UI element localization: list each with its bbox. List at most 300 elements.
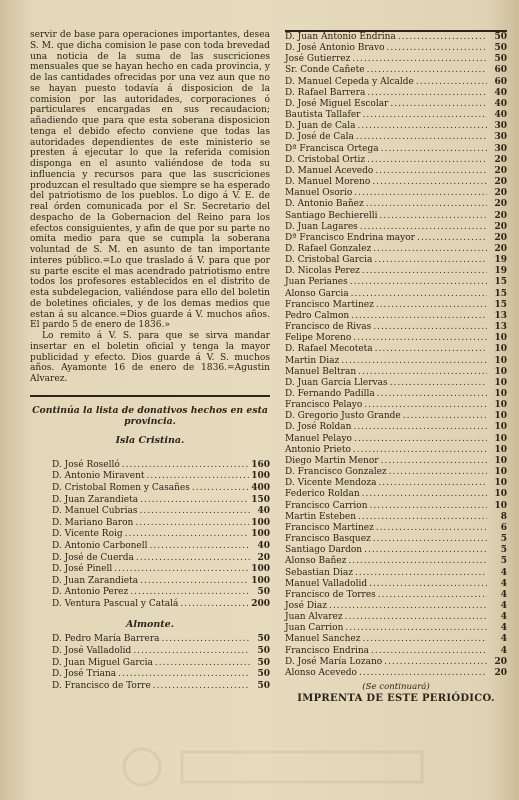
donation-amount: 19	[494, 255, 507, 266]
donation-amount: 4	[500, 612, 507, 623]
donor-name: Manuel Pelayo	[285, 433, 352, 444]
dot-leader	[381, 144, 487, 155]
donor-name: D. Manuel Cubrias	[52, 506, 138, 517]
donation-amount: 20	[494, 243, 507, 254]
dot-leader	[351, 311, 487, 322]
donation-amount: 15	[494, 288, 507, 299]
library-stamp-watermark	[112, 742, 452, 792]
donor-name: D. Nicolas Perez	[285, 266, 360, 277]
dot-leader	[362, 266, 487, 277]
donation-entry	[285, 222, 507, 233]
dot-leader	[125, 529, 250, 541]
donor-name: D. Juan Garcia Llervas	[285, 377, 388, 388]
donation-entry	[285, 668, 507, 679]
donor-name: Pedro Calmon	[285, 310, 350, 321]
donor-name: Francisco Pelayo	[285, 400, 363, 411]
donor-name: D. José María Lozano	[285, 656, 383, 667]
donation-amount: 10	[494, 344, 507, 355]
donation-entry	[285, 568, 507, 579]
dot-leader	[373, 322, 487, 333]
dot-leader	[362, 489, 487, 500]
donation-amount: 10	[494, 400, 507, 411]
donor-name: Antonio Prieto	[285, 444, 351, 455]
donor-name: Dª Francisca Ortega	[285, 143, 379, 154]
donation-amount: 10	[494, 377, 507, 388]
dot-leader	[373, 534, 487, 545]
donation-entry	[30, 658, 270, 670]
donor-name: D. José Roldan	[285, 422, 352, 433]
right-column	[285, 30, 507, 704]
donation-amount: 50	[494, 54, 507, 65]
donation-entry	[285, 144, 507, 155]
dot-leader	[373, 244, 487, 255]
donor-name: D. Juan Lagares	[285, 221, 358, 232]
donation-entry	[285, 199, 507, 210]
donation-amount: 50	[257, 634, 270, 645]
donation-amount: 10	[494, 355, 507, 366]
donor-name: Manuel Valladolid	[285, 578, 368, 589]
dot-leader	[364, 400, 487, 411]
dot-leader	[358, 367, 487, 378]
donation-entry	[285, 445, 507, 456]
dot-leader	[147, 471, 250, 483]
donation-amount: 20	[494, 656, 507, 667]
dot-leader	[136, 553, 250, 565]
donation-amount: 100	[251, 564, 270, 575]
dot-leader	[398, 32, 487, 43]
dot-leader	[180, 599, 249, 611]
donation-entry	[30, 553, 270, 565]
donor-name: D. Manuel Moreno	[285, 177, 371, 188]
dot-leader	[367, 65, 487, 76]
donor-name: D. Juan Zarandieta	[52, 494, 139, 505]
donation-entry	[285, 456, 507, 467]
donation-amount: 50	[494, 32, 507, 42]
donation-amount: 160	[251, 459, 270, 470]
donation-amount: 20	[494, 177, 507, 188]
donation-amount: 10	[494, 389, 507, 399]
donor-name: Santiago Dardon	[285, 545, 363, 556]
donation-amount: 4	[500, 589, 507, 600]
donation-entry	[30, 669, 270, 681]
donation-entry	[30, 646, 270, 658]
donor-name: Bautista Tallafer	[285, 110, 361, 121]
dot-leader	[329, 601, 487, 612]
donation-amount: 50	[257, 587, 270, 598]
dot-leader	[358, 512, 487, 523]
donation-list-isla-cristina	[30, 460, 270, 611]
dot-leader	[354, 434, 487, 445]
donor-name: Francisco Martinez	[285, 299, 374, 310]
dot-leader	[372, 177, 487, 188]
donation-entry	[285, 300, 507, 311]
donation-amount: 13	[494, 310, 507, 321]
donation-entry	[285, 266, 507, 277]
donation-amount: 20	[494, 667, 507, 678]
donation-entry	[285, 422, 507, 433]
dot-leader	[376, 300, 487, 311]
donation-amount: 20	[494, 221, 507, 232]
donation-entry	[285, 188, 507, 199]
dot-leader	[366, 199, 487, 210]
donation-amount: 13	[494, 322, 507, 333]
donor-name: D. Francisco Gonzalez	[285, 467, 387, 478]
donor-name: D. Gregorio Justo Grande	[285, 411, 401, 422]
donation-amount: 5	[500, 556, 507, 567]
donation-amount: 10	[494, 333, 507, 344]
donor-name: D. José Valladolid	[52, 646, 132, 657]
donation-amount: 8	[500, 511, 507, 522]
donation-entry	[285, 322, 507, 333]
donation-entry	[285, 478, 507, 489]
donation-entry	[30, 576, 270, 588]
left-column	[30, 30, 270, 692]
donation-amount: 50	[257, 646, 270, 657]
dot-leader	[133, 646, 250, 658]
donor-name: Francisco de Rivas	[285, 322, 372, 333]
donor-name: Dª Francisco Endrina mayor	[285, 232, 415, 243]
donor-name: D. Antonio Bañez	[285, 199, 364, 210]
donor-name: D. Juan Zarandieta	[52, 575, 139, 586]
dot-leader	[381, 456, 487, 467]
donation-amount: 400	[251, 482, 270, 493]
dot-leader	[371, 646, 487, 657]
donation-amount: 4	[500, 634, 507, 645]
dot-leader	[162, 634, 250, 646]
donor-name: Diego Martin Menor	[285, 455, 379, 466]
dot-leader	[114, 564, 249, 576]
dot-leader	[118, 669, 250, 681]
donation-amount: 50	[257, 657, 270, 668]
dot-leader	[353, 445, 487, 456]
donor-name: D. Manuel Cepeda y Alcalde	[285, 76, 414, 87]
donations-heading: Continúa la lista de donativos hechos en esta provincia.	[32, 404, 268, 427]
donation-entry	[285, 512, 507, 523]
donation-amount: 60	[494, 65, 507, 76]
donor-name: D. José de Cala	[285, 132, 354, 143]
donation-amount: 40	[257, 506, 270, 517]
donation-entry	[285, 32, 507, 43]
dot-leader	[192, 483, 249, 495]
donor-name: Manuel Osorio	[285, 188, 353, 199]
donor-name: D. Rafael Mecoteta	[285, 344, 373, 355]
donation-entry	[30, 518, 270, 530]
donation-amount: 40	[494, 110, 507, 121]
donation-entry	[285, 378, 507, 389]
donation-entry	[285, 211, 507, 222]
donation-entry	[285, 601, 507, 612]
dot-leader	[153, 681, 250, 693]
dot-leader	[363, 110, 488, 121]
donation-amount: 4	[500, 600, 507, 611]
donation-amount: 20	[494, 199, 507, 210]
donor-name: D. Rafael Gonzalez	[285, 243, 372, 254]
donation-amount: 5	[500, 545, 507, 556]
donation-entry	[30, 564, 270, 576]
dot-leader	[353, 422, 487, 433]
dot-leader	[348, 556, 487, 567]
donation-amount: 5	[500, 534, 507, 545]
dot-leader	[375, 166, 487, 177]
donor-name: D. Vicente Roig	[52, 529, 123, 540]
donation-entry	[285, 88, 507, 99]
donation-entry	[285, 132, 507, 143]
donation-amount: 50	[257, 680, 270, 691]
dot-leader	[140, 495, 249, 507]
donor-name: Santiago Bechierelli	[285, 210, 378, 221]
dot-leader	[355, 568, 487, 579]
donation-list-almonte	[30, 634, 270, 692]
donor-name: Francisco Carrion	[285, 500, 368, 511]
dot-leader	[345, 623, 487, 634]
donation-entry	[285, 155, 507, 166]
donation-entry	[30, 529, 270, 541]
donor-name: Martin Diaz	[285, 355, 340, 366]
dot-leader	[378, 590, 487, 601]
donation-amount: 30	[494, 132, 507, 143]
donation-amount: 4	[500, 578, 507, 589]
dot-leader	[390, 99, 487, 110]
donation-list-continued	[285, 32, 507, 679]
donation-entry	[285, 255, 507, 266]
donation-entry	[285, 356, 507, 367]
donation-entry	[285, 389, 507, 400]
donor-name: D. Mariano Baron	[52, 517, 134, 528]
donor-name: D. Pedro María Barrera	[52, 634, 160, 645]
donation-amount: 15	[494, 299, 507, 310]
donation-entry	[285, 233, 507, 244]
donor-name: D. Juan Antonio Endrina	[285, 32, 396, 42]
donation-amount: 40	[257, 540, 270, 551]
dot-leader	[345, 612, 487, 623]
dot-leader	[416, 77, 487, 88]
donation-entry	[30, 506, 270, 518]
donor-name: D. Cristobal Romen y Casañes	[52, 482, 190, 493]
donor-name: Alonso Bañez	[285, 556, 347, 567]
dot-leader	[377, 389, 487, 400]
donation-entry	[30, 681, 270, 693]
donation-amount: 4	[500, 567, 507, 578]
donation-entry	[30, 634, 270, 646]
dot-leader	[364, 545, 487, 556]
donation-amount: 30	[494, 143, 507, 154]
donation-amount: 20	[257, 552, 270, 563]
donation-entry	[285, 467, 507, 478]
dot-leader	[379, 211, 487, 222]
donation-amount: 10	[494, 467, 507, 478]
donor-name: Francisco Endrina	[285, 645, 370, 656]
donation-entry	[285, 177, 507, 188]
dot-leader	[354, 188, 487, 199]
dot-leader	[389, 467, 487, 478]
donor-name: Alonso Acevedo	[285, 667, 357, 678]
donor-name: Francisco de Torres	[285, 589, 376, 600]
donation-entry	[285, 121, 507, 132]
donor-name: Juan Alvarez	[285, 612, 343, 623]
donation-amount: 4	[500, 623, 507, 634]
donation-amount: 100	[251, 529, 270, 540]
dot-leader	[376, 523, 487, 534]
dot-leader	[140, 576, 249, 588]
donation-entry	[30, 587, 270, 599]
dot-leader	[390, 378, 487, 389]
donor-name: D. José Antonio Bravo	[285, 43, 385, 54]
place-heading-almonte: Almonte.	[125, 619, 174, 631]
dot-leader	[367, 155, 487, 166]
donation-entry	[30, 471, 270, 483]
donation-amount: 20	[494, 232, 507, 243]
donation-entry	[285, 623, 507, 634]
donor-name: Sebastian Diaz	[285, 567, 353, 578]
donor-name: D. Antonio Carbonell	[52, 540, 148, 551]
letter-text	[30, 30, 270, 385]
dot-leader	[341, 356, 487, 367]
donor-name: D. Juan de Cala	[285, 121, 356, 132]
donation-amount: 10	[494, 478, 507, 489]
donation-amount: 10	[494, 500, 507, 511]
donation-amount: 6	[500, 522, 507, 533]
donation-amount: 19	[494, 266, 507, 277]
donation-amount: 100	[251, 517, 270, 528]
donor-name: Juan Perianes	[285, 277, 348, 288]
dot-leader	[351, 289, 487, 300]
donation-entry	[30, 483, 270, 495]
donor-name: D. Francisco de Torre	[52, 680, 151, 691]
dot-leader	[356, 132, 487, 143]
dot-leader	[350, 277, 487, 288]
dot-leader	[384, 657, 487, 668]
donation-amount: 100	[251, 471, 270, 482]
donor-name: D. Cristobal Garcia	[285, 255, 373, 266]
dot-leader	[353, 333, 487, 344]
donor-name: D. Antonio Miravent	[52, 471, 145, 482]
dot-leader	[370, 501, 487, 512]
donation-entry	[285, 590, 507, 601]
donation-amount: 10	[494, 411, 507, 422]
imprint-line: IMPRENTA DE ESTE PERIÓDICO.	[297, 693, 495, 705]
donation-amount: 20	[494, 165, 507, 176]
donation-amount: 10	[494, 366, 507, 377]
donation-amount: 10	[494, 455, 507, 466]
donation-amount: 200	[251, 598, 270, 609]
donor-name: Francisco Basquez	[285, 534, 371, 545]
donation-entry	[285, 367, 507, 378]
donation-amount: 20	[494, 188, 507, 199]
donor-name: D. Vicente Mendoza	[285, 478, 377, 489]
place-heading-isla-cristina: Isla Cristina.	[115, 434, 185, 446]
donation-amount: 20	[494, 210, 507, 221]
donation-entry	[285, 166, 507, 177]
donation-entry	[285, 289, 507, 300]
dot-leader	[387, 43, 487, 54]
dot-leader	[130, 587, 250, 599]
donation-entry	[285, 400, 507, 411]
donation-amount: 100	[251, 575, 270, 586]
donor-name: Juan Carrion	[285, 623, 344, 634]
dot-leader	[375, 344, 487, 355]
dot-leader	[139, 506, 250, 518]
donor-name: D. Fernando Padilla	[285, 389, 375, 399]
donation-amount: 60	[494, 76, 507, 87]
dot-leader	[369, 579, 487, 590]
donation-entry	[285, 43, 507, 54]
donation-entry	[285, 344, 507, 355]
donor-name: D. Antonio Perez	[52, 587, 129, 598]
dot-leader	[374, 255, 487, 266]
donation-amount: 40	[494, 98, 507, 109]
donation-entry	[285, 646, 507, 657]
donation-entry	[285, 612, 507, 623]
donor-name: José Diaz	[285, 600, 328, 611]
dot-leader	[362, 634, 487, 645]
dot-leader	[155, 658, 250, 670]
donation-amount: 30	[494, 121, 507, 132]
donor-name: Sr. Conde Cañete	[285, 65, 365, 76]
donation-amount: 4	[500, 645, 507, 656]
donation-entry	[285, 77, 507, 88]
donation-entry	[285, 277, 507, 288]
dot-leader	[352, 54, 487, 65]
donation-entry	[285, 110, 507, 121]
donation-entry	[285, 556, 507, 567]
donation-amount: 15	[494, 277, 507, 288]
donation-entry	[285, 411, 507, 422]
dot-leader	[358, 121, 488, 132]
donation-entry	[30, 599, 270, 611]
donation-entry	[285, 534, 507, 545]
dot-leader	[417, 233, 487, 244]
donor-name: José Gutierrez	[285, 54, 351, 65]
donation-entry	[285, 501, 507, 512]
donor-name: D. José Miguel Escolar	[285, 98, 389, 109]
donation-entry	[285, 489, 507, 500]
donation-amount: 150	[251, 494, 270, 505]
donation-entry	[30, 460, 270, 472]
donor-name: Alonso Garcia	[285, 288, 349, 299]
donation-entry	[285, 244, 507, 255]
dot-leader	[122, 460, 249, 472]
donation-amount: 10	[494, 489, 507, 500]
donor-name: Federico Roldan	[285, 489, 360, 500]
dot-leader	[403, 411, 487, 422]
donation-amount: 10	[494, 433, 507, 444]
donation-entry	[285, 657, 507, 668]
donor-name: D. Cristobal Ortiz	[285, 154, 366, 165]
donation-amount: 10	[494, 444, 507, 455]
donor-name: Manuel Beltran	[285, 366, 357, 377]
donation-entry	[285, 333, 507, 344]
donation-entry	[285, 579, 507, 590]
donor-name: D. Juan Miguel Garcia	[52, 657, 153, 668]
donation-entry	[285, 65, 507, 76]
donation-entry	[285, 545, 507, 556]
dot-leader	[135, 518, 249, 530]
dot-leader	[367, 88, 487, 99]
dot-leader	[359, 668, 487, 679]
donation-amount: 50	[494, 43, 507, 54]
section-divider	[30, 395, 270, 397]
donation-amount: 50	[257, 669, 270, 680]
donation-amount: 20	[494, 154, 507, 165]
letter-paragraph-2: Lo remito á V. S. para que se sirva mandar insertar en el boletin oficial y tenga la mayor publicidad y efecto. Dios guarde á V. S. muchos años. Ayamonte 16 de enero de 1836.=Agustin Alvarez.	[30, 331, 270, 384]
letter-paragraph-1: servir de base para operaciones importantes, desea S. M. que dicha comision le pase con toda brevedad una noticia de la suma de las suscriciones mensuales que se hayan hecho en cada provincia, y de las cantidades ofrecidas por una vez aun que no se hayan puesto todavía á disposicion de la comision por las autoridades, corporaciones ó particulares encargadas en sus recaudacion; añadiendo que para que esta soberana disposicion tenga el debido efecto conviene que todas las autoridades dependientes de este ministerio se presten á ejecutar lo que la referida comision disponga en el asunto valiéndose de toda su influencia y recursos para que las suscriciones produzcan el resultado que siempre se ha esperado del patriotismo de los pueblos. Lo digo á V. E. de real órden comunicada por el Sr. Secretario del despacho de la Gobernacion del Reino para los efectos consiguientes, y afin de que por su parte no omita medio para que se cumpla la soberana voluntad de S. M. en asunto de tan importante interes público.=Lo que traslado á V. para que por su parte escite el mas acendrado patriotismo entre todos los profesores establecidos en el distrito de esta subdelegacion, valiéndose para ello del boletin de boletines oficiales, y de los demas medios que estan á su alcance.=Dios guarde á V. muchos años. El pardo 5 de enero de 1836.»	[30, 30, 270, 331]
donor-name: D. Rafael Barrera	[285, 87, 366, 98]
dot-leader	[150, 541, 250, 553]
dot-leader	[378, 478, 487, 489]
donation-entry	[285, 523, 507, 534]
donor-name: Manuel Sanchez	[285, 634, 361, 645]
donation-amount: 10	[494, 422, 507, 433]
